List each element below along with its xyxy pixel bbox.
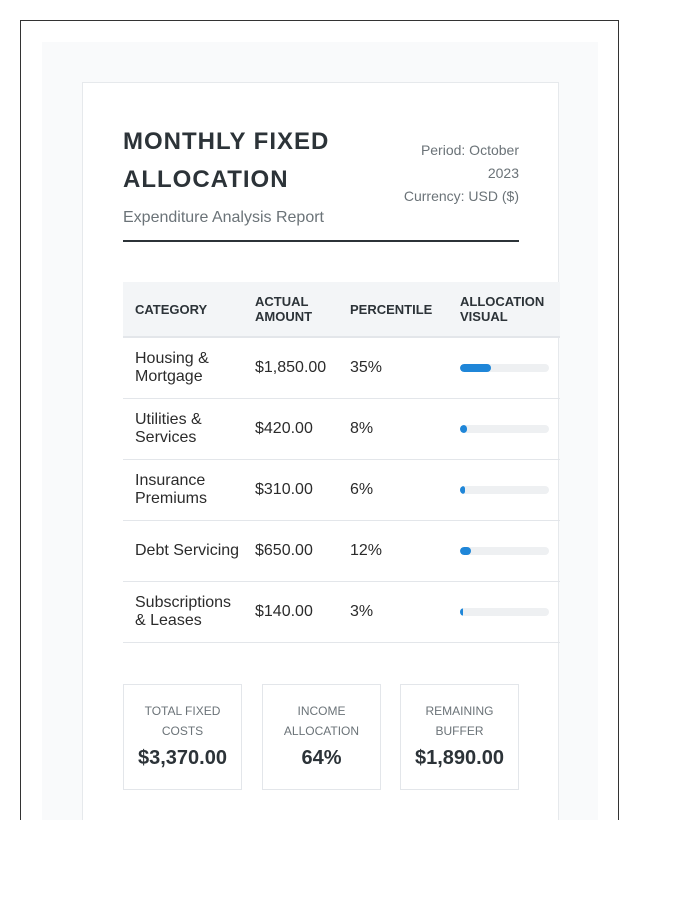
percent-cell: 3% [338,582,448,643]
allocation-bar-track [460,364,549,372]
percent-cell: 6% [338,460,448,521]
amount-cell: $140.00 [243,582,338,643]
income-allocation-card [262,684,381,790]
document-background [42,42,598,820]
total-fixed-costs-card [123,684,242,790]
total-fixed-costs-label: TOTAL FIXED COSTS [144,704,221,738]
amount-cell: $310.00 [243,460,338,521]
percent-cell: 35% [338,337,448,399]
allocation-bar-fill [460,364,491,372]
report-subtitle: Expenditure Analysis Report [123,209,324,226]
allocation-bar-fill [460,547,471,555]
summary-cards [123,684,519,790]
table-row [123,582,560,643]
allocation-visual-cell [448,582,560,643]
allocation-visual-cell [448,399,560,460]
column-header-amount: ACTUAL AMOUNT [243,282,338,337]
income-allocation-label: INCOME ALLOCATION [283,704,360,738]
total-fixed-costs-value: $3,370.00 [138,747,227,769]
table-header-row [123,282,560,337]
allocation-bar-fill [460,608,463,616]
allocation-visual-cell [448,460,560,521]
column-header-percentile: PERCENTILE [338,282,448,337]
report-title: MONTHLY FIXED ALLOCATION [123,128,330,193]
table-row [123,460,560,521]
table-row [123,521,560,582]
income-allocation-value: 64% [301,747,342,769]
remaining-buffer-label: REMAINING BUFFER [425,704,494,738]
report-currency: Currency: USD ($) [403,188,519,204]
allocation-bar-track [460,425,549,433]
category-cell: Utilities & Services [123,399,243,460]
amount-cell: $650.00 [243,521,338,582]
category-cell: Insurance Premiums [123,460,243,521]
amount-cell: $1,850.00 [243,337,338,399]
report-header [123,123,519,242]
category-cell: Debt Servicing [123,521,243,582]
allocation-bar-track [460,547,549,555]
allocation-visual-cell [448,337,560,399]
remaining-buffer-value: $1,890.00 [415,747,504,769]
document-frame [20,20,619,820]
report-period: Period: October 2023 [420,142,519,181]
table-row [123,399,560,460]
allocation-bar-fill [460,425,467,433]
allocation-visual-cell [448,521,560,582]
percent-cell: 12% [338,521,448,582]
column-header-visual: ALLOCATION VISUAL [448,282,560,337]
allocation-bar-fill [460,486,465,494]
amount-cell: $420.00 [243,399,338,460]
report-meta [399,139,519,208]
category-cell: Subscriptions & Leases [123,582,243,643]
remaining-buffer-card [400,684,519,790]
category-cell: Housing & Mortgage [123,337,243,399]
table-row [123,337,560,399]
column-header-category: CATEGORY [123,282,243,337]
report-sheet [82,82,559,820]
percent-cell: 8% [338,399,448,460]
allocation-bar-track [460,608,549,616]
allocation-table [123,282,560,643]
allocation-bar-track [460,486,549,494]
